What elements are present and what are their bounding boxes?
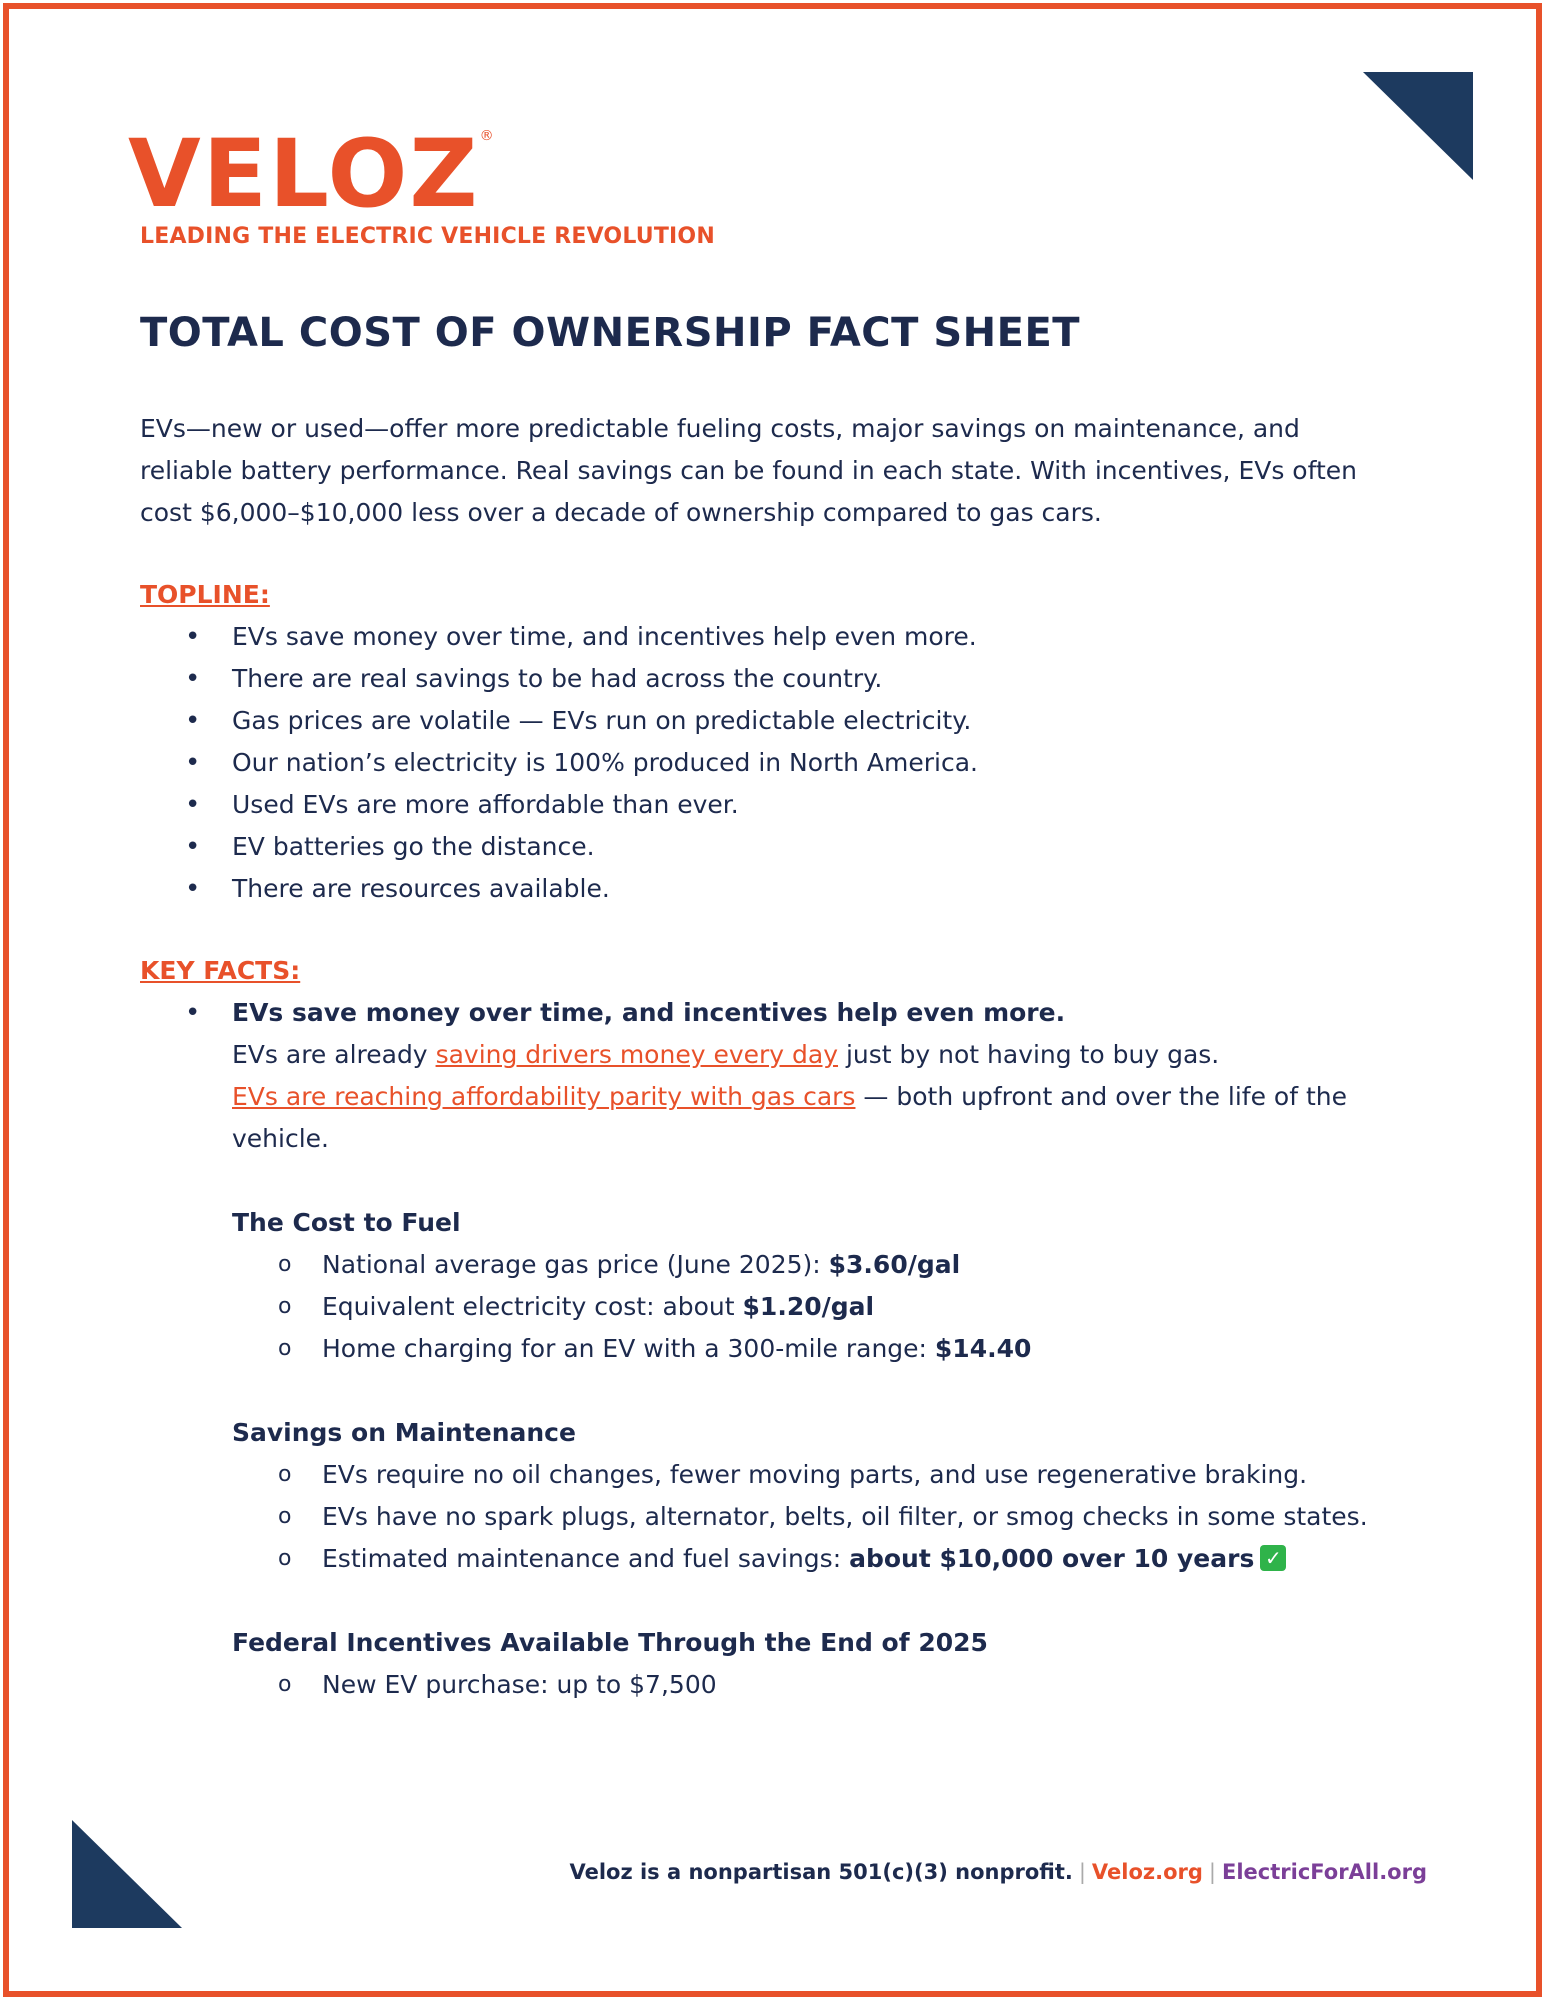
topline-item: • Used EVs are more affordable than ever. [140,784,1390,826]
maintenance-list [140,1454,1390,1580]
section-title-cost-to-fuel: The Cost to Fuel [232,1208,461,1237]
sub-list-item [140,1286,1390,1328]
footer [569,1860,1427,1884]
topline-item: • There are real savings to be had across the country. [140,658,1390,700]
topline-item: • EV batteries go the distance. [140,826,1390,868]
item-value: $1.20/gal [742,1292,875,1321]
line1-post: just by not having to buy gas. [838,1040,1220,1069]
footer-separator: | [1208,1860,1216,1884]
key-fact-line-2 [232,1076,1390,1160]
corner-triangle-bottom-left [72,1820,182,1928]
check-mark-icon: ✓ [1260,1545,1286,1571]
item-text: EVs have no spark plugs, alternator, belts, oil filter, or smog checks in some states. [322,1502,1368,1531]
item-value: $3.60/gal [828,1250,961,1279]
line1-pre: EVs are already [232,1040,436,1069]
sub-list-item [140,1538,1390,1580]
item-text: New EV purchase: up to $7,500 [322,1670,717,1699]
line2-post: — both upfront and over the life of the vehicle. [232,1082,1347,1153]
key-fact-line-1 [232,1034,1390,1076]
affordability-parity-link[interactable]: EVs are reaching affordability parity with gas cars [232,1082,856,1111]
item-value: $14.40 [934,1334,1032,1363]
main-content [140,408,1390,1706]
topline-item: • Our nation’s electricity is 100% produced in North America. [140,742,1390,784]
item-text: Home charging for an EV with a 300-mile range: [322,1334,935,1363]
intro-paragraph: EVs—new or used—offer more predictable fueling costs, major savings on maintenance, and reliable battery performance. Real savings can be found in each state. With incentives, EVs often cost $6,000–$10,000 less over a decade of ownership compared to gas cars. [140,414,1357,527]
sub-list-item [140,1328,1390,1370]
key-fact-title: • EVs save money over time, and incentives help even more. [232,998,1066,1027]
registered-mark: ® [479,128,494,144]
sub-list-item [140,1496,1390,1538]
topline-item: • EVs save money over time, and incentives help even more. [140,616,1390,658]
topline-heading: TOPLINE: [140,580,270,609]
saving-drivers-money-link[interactable]: saving drivers money every day [435,1040,839,1069]
tagline: LEADING THE ELECTRIC VEHICLE REVOLUTION [140,224,715,249]
item-text: National average gas price (June 2025): [322,1250,829,1279]
key-fact-item [140,992,1390,1160]
item-text: Equivalent electricity cost: about [322,1292,743,1321]
electricforall-link[interactable]: ElectricForAll.org [1222,1860,1427,1884]
veloz-org-link[interactable]: Veloz.org [1091,1860,1203,1884]
item-text: Estimated maintenance and fuel savings: [322,1544,850,1573]
corner-triangle-top-right [1363,72,1473,180]
section-title-federal-incentives: Federal Incentives Available Through the End of 2025 [232,1628,988,1657]
section-title-maintenance: Savings on Maintenance [232,1418,576,1447]
sub-list-item [140,1664,1390,1706]
item-value: about $10,000 over 10 years [849,1544,1255,1573]
veloz-logo [128,120,494,229]
logo-text: VELOZ [128,120,480,229]
page-title: TOTAL COST OF OWNERSHIP FACT SHEET [140,310,1081,356]
footer-separator: | [1078,1860,1086,1884]
item-text: EVs require no oil changes, fewer moving parts, and use regenerative braking. [322,1460,1308,1489]
topline-list [140,616,1390,910]
sub-list-item [140,1244,1390,1286]
footer-statement: Veloz is a nonpartisan 501(c)(3) nonprofit. [569,1860,1073,1884]
topline-item: • There are resources available. [140,868,1390,910]
key-facts-list [140,992,1390,1160]
topline-item: • Gas prices are volatile — EVs run on predictable electricity. [140,700,1390,742]
key-facts-heading: KEY FACTS: [140,956,301,985]
sub-list-item [140,1454,1390,1496]
cost-to-fuel-list [140,1244,1390,1370]
incentives-list [140,1664,1390,1706]
